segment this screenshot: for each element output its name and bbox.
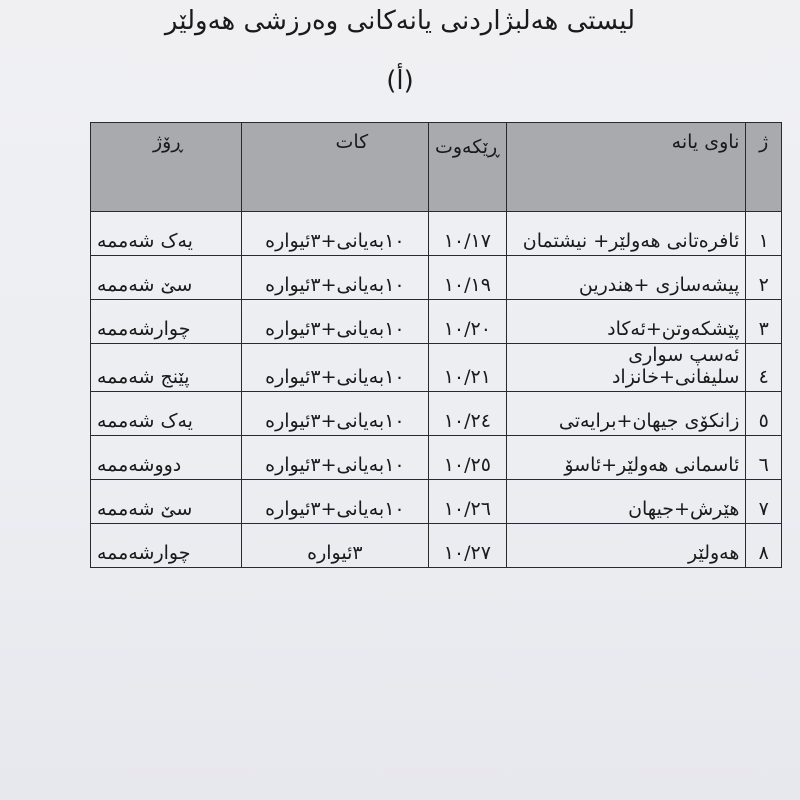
table-row <box>91 212 782 256</box>
table-row <box>91 344 782 392</box>
header-num: ژ <box>746 123 782 212</box>
schedule-table <box>90 122 782 568</box>
table-row <box>91 256 782 300</box>
cell-day: دووشەممە <box>91 436 242 480</box>
table-row <box>91 300 782 344</box>
cell-day: پێنج شەممە <box>91 344 242 392</box>
cell-date: ١٠/١٧ <box>429 212 507 256</box>
cell-time: ٣ئیوارە <box>241 524 428 568</box>
cell-name: ئەسپ سواری سلیفانی+خانزاد <box>506 344 746 392</box>
page-subtitle: (أ) <box>386 66 414 96</box>
cell-day: سێ شەممە <box>91 480 242 524</box>
cell-num: ٣ <box>746 300 782 344</box>
cell-day: سێ شەممە <box>91 256 242 300</box>
cell-day: یەک شەممە <box>91 392 242 436</box>
table-row <box>91 392 782 436</box>
cell-name: پێشکەوتن+ئەکاد <box>506 300 746 344</box>
cell-num: ٧ <box>746 480 782 524</box>
cell-name: زانکۆی جیهان+برایەتی <box>506 392 746 436</box>
table-row <box>91 480 782 524</box>
cell-time: ١٠بەیانی+٣ئیوارە <box>241 256 428 300</box>
cell-name: پیشەسازی +هندرین <box>506 256 746 300</box>
cell-name: هێرش+جیهان <box>506 480 746 524</box>
cell-num: ١ <box>746 212 782 256</box>
cell-day: یەک شەممە <box>91 212 242 256</box>
cell-date: ١٠/١٩ <box>429 256 507 300</box>
cell-time: ١٠بەیانی+٣ئیوارە <box>241 480 428 524</box>
cell-date: ١٠/٢٠ <box>429 300 507 344</box>
cell-date: ١٠/٢٤ <box>429 392 507 436</box>
table-row <box>91 436 782 480</box>
page-title: لیستی هەلبژاردنی یانەکانی وەرزشی هەولێر <box>164 6 636 36</box>
cell-time: ١٠بەیانی+٣ئیوارە <box>241 344 428 392</box>
cell-day: چوارشەممە <box>91 524 242 568</box>
cell-num: ٥ <box>746 392 782 436</box>
cell-date: ١٠/٢١ <box>429 344 507 392</box>
cell-time: ١٠بەیانی+٣ئیوارە <box>241 300 428 344</box>
header-day: ڕۆژ <box>91 123 242 212</box>
table-header-row <box>91 123 782 212</box>
header-time: کات <box>241 123 428 212</box>
cell-name: ئاسمانی هەولێر+ئاسۆ <box>506 436 746 480</box>
cell-num: ٦ <box>746 436 782 480</box>
cell-name: ئافرەتانی هەولێر+ نیشتمان <box>506 212 746 256</box>
header-name: ناوی یانە <box>506 123 746 212</box>
cell-time: ١٠بەیانی+٣ئیوارە <box>241 436 428 480</box>
cell-num: ٤ <box>746 344 782 392</box>
cell-date: ١٠/٢٥ <box>429 436 507 480</box>
cell-num: ٨ <box>746 524 782 568</box>
cell-time: ١٠بەیانی+٣ئیوارە <box>241 212 428 256</box>
cell-date: ١٠/٢٦ <box>429 480 507 524</box>
table-row <box>91 524 782 568</box>
cell-day: چوارشەممە <box>91 300 242 344</box>
cell-date: ١٠/٢٧ <box>429 524 507 568</box>
cell-name: هەولێر <box>506 524 746 568</box>
cell-num: ٢ <box>746 256 782 300</box>
header-date: ڕێکەوت <box>429 123 507 212</box>
cell-time: ١٠بەیانی+٣ئیوارە <box>241 392 428 436</box>
